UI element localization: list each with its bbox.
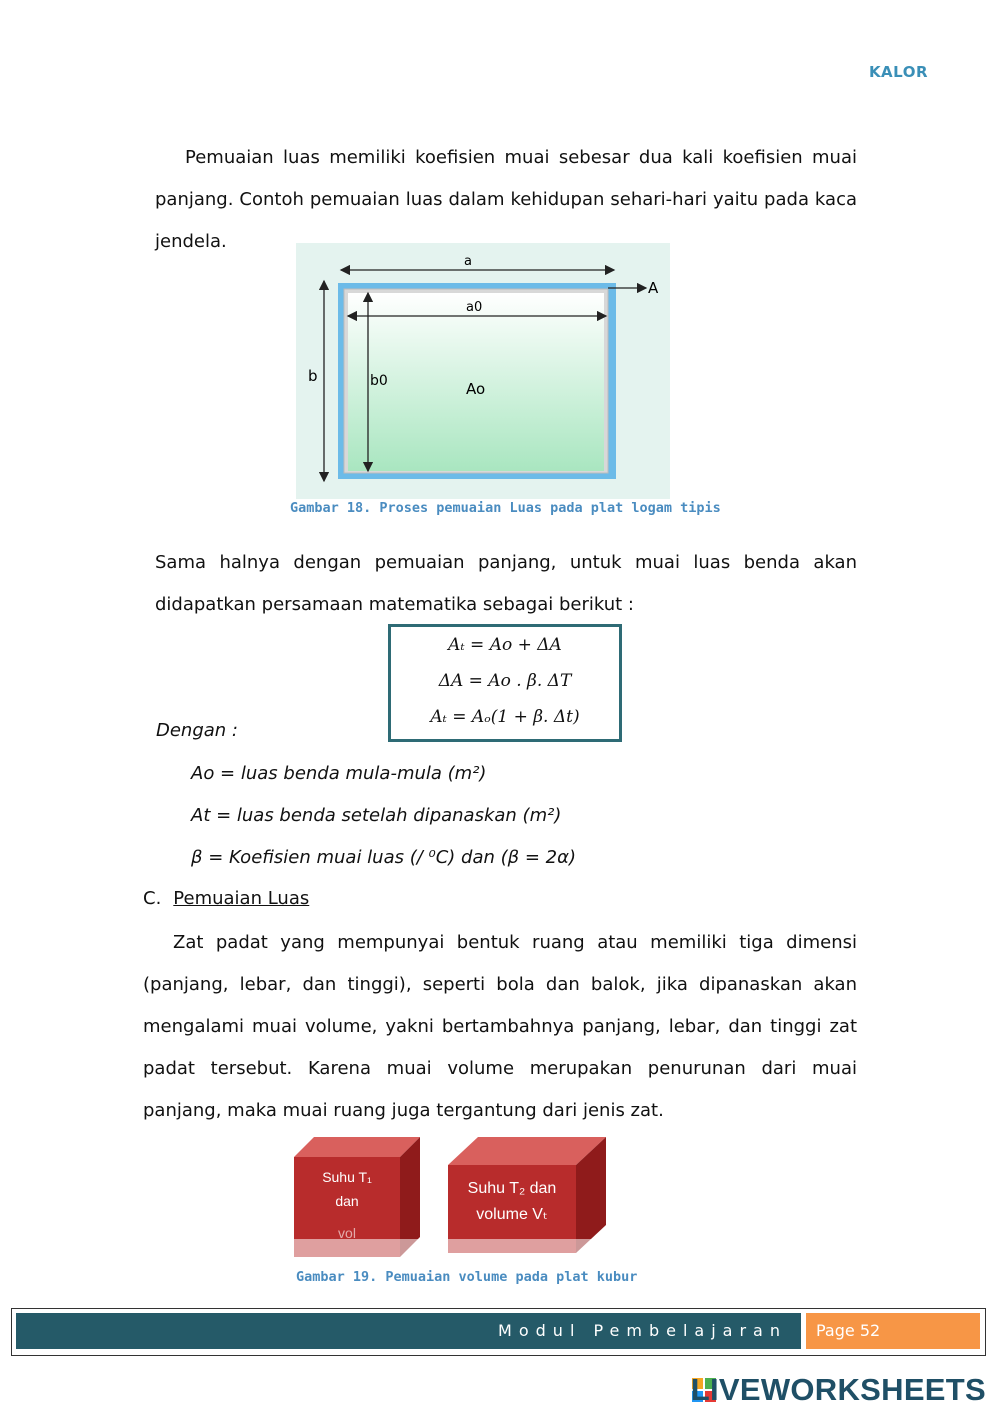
formula-line-2: ΔA = Ao . β. ΔT — [438, 671, 572, 691]
para-persamaan: Sama halnya dengan pemuaian panjang, untuk muai luas benda akan didapatkan persamaan matematika sebagai berikut : — [155, 552, 857, 615]
formula-line-3: Aₜ = Aₒ(1 + β. Δt) — [430, 707, 580, 727]
figure-19-volume-boxes — [290, 1135, 610, 1270]
box2-line1: Suhu T₂ dan — [467, 1180, 557, 1197]
figure-18-plate-diagram — [296, 243, 670, 499]
box2-line2: volume Vₜ — [476, 1206, 548, 1223]
section-letter: C. — [143, 888, 162, 909]
intro-paragraph: Pemuaian luas memiliki koefisien muai sebesar dua kali koefisien muai panjang. Contoh pemuaian luas dalam kehidupan sehari-hari yaitu pada kaca jendela. — [155, 147, 857, 252]
label-A0: Ao — [466, 380, 486, 398]
volume-expansion-diagram — [290, 1135, 610, 1270]
footer-page-number: Page 52 — [806, 1313, 980, 1349]
liveworksheets-brand[interactable]: LIVEWORKSHEETS — [690, 1372, 986, 1407]
formula-box — [388, 624, 622, 742]
section-heading — [143, 888, 309, 909]
box1-line2: dan — [335, 1193, 359, 1209]
label-a: a — [464, 254, 472, 269]
footer-module-label: Modul Pembelajaran — [16, 1313, 801, 1349]
dengan-label: Dengan : — [156, 720, 238, 741]
figure-19-caption: Gambar 19. Pemuaian volume pada plat kubur — [296, 1269, 638, 1285]
box1-line3: vol — [338, 1225, 356, 1241]
box1-line1: Suhu T₁ — [322, 1169, 372, 1185]
label-A: A — [648, 279, 659, 297]
formula-line-1: Aₜ = Ao + ΔA — [448, 635, 562, 655]
plate-expansion-diagram — [296, 243, 670, 499]
definition-beta: β = Koefisien muai luas (/ ⁰C) dan (β = 2α) — [191, 847, 577, 868]
label-b0: b0 — [370, 373, 388, 389]
label-b: b — [308, 367, 318, 385]
definition-ao: Ao = luas benda mula-mula (m²) — [191, 763, 487, 784]
figure-18-caption: Gambar 18. Proses pemuaian Luas pada plat logam tipis — [290, 500, 721, 516]
section-title: Pemuaian Luas — [173, 888, 310, 909]
definition-at: At = luas benda setelah dipanaskan (m²) — [191, 805, 562, 826]
reflection-fade — [290, 1239, 610, 1270]
para-muai-volume: Zat padat yang mempunyai bentuk ruang atau memiliki tiga dimensi (panjang, lebar, dan tinggi), seperti bola dan balok, jika dipanaskan akan mengalami muai volume, yakni bertambahnya panjang, lebar, dan tinggi zat padat tersebut. Karena muai volume merupakan penurunan dari muai panjang, maka muai ruang juga tergantung dari jenis zat. — [143, 932, 857, 1121]
header-title: KALOR — [868, 63, 928, 81]
label-a0: a0 — [466, 300, 483, 315]
box1-top — [294, 1137, 420, 1157]
